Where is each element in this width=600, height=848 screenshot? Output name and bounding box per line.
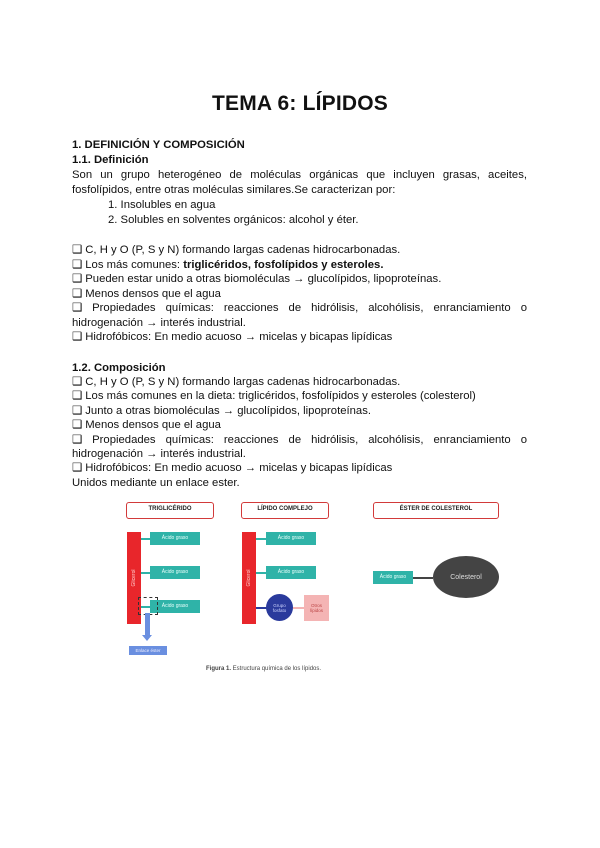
link-2d	[293, 607, 304, 609]
intro-line-1: Son un grupo heterogéneo de moléculas orgánicas que incluyen grasas, aceites,	[72, 169, 527, 181]
comp-bullet-4: ❑ Menos densos que el agua	[72, 419, 221, 431]
link-1b	[141, 572, 150, 574]
glycerol-bar-2	[242, 532, 256, 624]
phosphate-group: Grupo fosfato	[266, 594, 293, 621]
link-2a	[256, 538, 266, 540]
bullet-5-line-2: hidrogenación → interés industrial.	[72, 317, 246, 329]
fatty-acid-2b: Ácido graso	[266, 566, 316, 579]
bullet-2-bold: triglicéridos, fosfolípidos y esteroles.	[183, 259, 384, 271]
box-cholesterol-ester: ÉSTER DE COLESTEROL	[373, 502, 499, 519]
bullet-4: ❑ Menos densos que el agua	[72, 288, 221, 300]
comp-bullet-3: ❑ Junto a otras biomoléculas → glucolípidos, lipoproteínas.	[72, 405, 371, 417]
ester-bond-label: Enlace éster	[129, 646, 167, 655]
glycerol-label-2: Glicerol	[246, 569, 252, 587]
intro-line-2: fosfolípidos, entre otras moléculas similares.Se caracterizan por:	[72, 184, 396, 196]
comp-bullet-5-line-1: ❑ Propiedades químicas: reacciones de hidrólisis, alcohólisis, enranciamiento o	[72, 434, 527, 446]
fatty-acid-1c: Ácido graso	[150, 600, 200, 613]
comp-bullet-5-line-2: hidrogenación → interés industrial.	[72, 448, 246, 460]
link-1a	[141, 538, 150, 540]
comp-bullet-1: ❑ C, H y O (P, S y N) formando largas cadenas hidrocarbonadas.	[72, 376, 401, 388]
bullet-2-text: ❑ Los más comunes:	[72, 259, 184, 271]
bullet-2	[72, 258, 383, 273]
figure-caption	[206, 666, 321, 672]
caption-label: Figura 1.	[206, 666, 232, 672]
bullet-1: ❑ C, H y O (P, S y N) formando largas cadenas hidrocarbonadas.	[72, 244, 401, 256]
comp-bullet-7: Unidos mediante un enlace ester.	[72, 477, 240, 489]
box-complex-lipid: LÍPIDO COMPLEJO	[241, 502, 329, 519]
glycerol-label-1: Glicerol	[131, 569, 137, 587]
fatty-acid-1b: Ácido graso	[150, 566, 200, 579]
comp-bullet-2: ❑ Los más comunes en la dieta: triglicéridos, fosfolípidos y esteroles (colesterol)	[72, 390, 476, 402]
fatty-acid-2a: Ácido graso	[266, 532, 316, 545]
arrow-shaft	[145, 613, 150, 635]
cholesterol-ellipse: Colesterol	[433, 556, 499, 598]
other-lipids-block: Otros lípidos	[304, 595, 329, 621]
bullet-3: ❑ Pueden estar unido a otras biomoléculas → glucolípidos, lipoproteínas.	[72, 273, 442, 285]
box-trigliceride: TRIGLICÉRIDO	[126, 502, 214, 519]
fatty-acid-1a: Ácido graso	[150, 532, 200, 545]
subsection-composition: 1.2. Composición	[72, 362, 166, 374]
bullet-6: ❑ Hidrofóbicos: En medio acuoso → micelas y bicapas lipídicas	[72, 331, 393, 343]
page-title: TEMA 6: LÍPIDOS	[211, 92, 389, 115]
caption-text: Estructura química de los lípidos.	[231, 666, 322, 672]
section-heading: 1. DEFINICIÓN Y COMPOSICIÓN	[72, 139, 245, 151]
bullet-5-line-1: ❑ Propiedades químicas: reacciones de hidrólisis, alcohólisis, enranciamiento o	[72, 302, 527, 314]
link-3	[413, 577, 433, 579]
figure-lipid-structures	[100, 496, 520, 686]
arrow-down-icon	[142, 635, 152, 641]
comp-bullet-6: ❑ Hidrofóbicos: En medio acuoso → micelas y bicapas lipídicas	[72, 462, 393, 474]
list-item-1: 1. Insolubles en agua	[108, 199, 216, 211]
fatty-acid-3: Ácido graso	[373, 571, 413, 584]
link-2b	[256, 572, 266, 574]
subsection-definition: 1.1. Definición	[72, 154, 149, 166]
list-item-2: 2. Solubles en solventes orgánicos: alcohol y éter.	[108, 214, 359, 226]
